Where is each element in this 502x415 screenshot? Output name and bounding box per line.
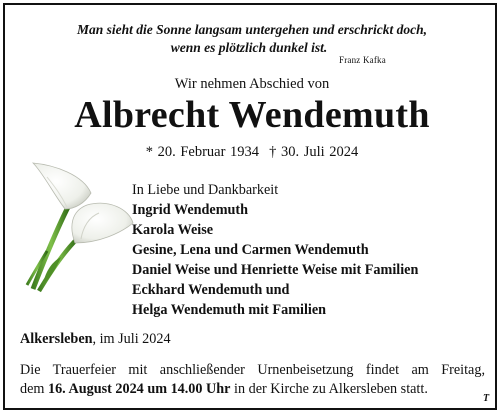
calla-lily-icon [25,153,135,293]
service-notice [20,361,485,399]
service-post: in der Kirche zu Alkersleben statt. [230,381,428,397]
mourner-name: Gesine, Lena und Carmen Wendemuth [132,242,369,258]
quote-author: Franz Kafka [339,55,386,65]
service-datetime: 16. August 2024 um 14.00 Uhr [47,381,231,397]
place-month: , im Juli 2024 [92,331,171,347]
place-town: Alkersleben [20,331,93,347]
mourners-intro: In Liebe und Dankbarkeit [132,182,279,198]
mourner-name: Eckhard Wendemuth und [132,282,290,298]
place-date [20,331,171,348]
mourner-name: Daniel Weise und Henriette Weise mit Familien [132,262,419,278]
mourner-name: Ingrid Wendemuth [132,202,249,218]
quote-line-2: wenn es plötzlich dunkel ist. [170,40,328,55]
mourners-list [132,180,418,320]
deceased-name: Albrecht Wendemuth [74,94,430,136]
death-date: † 30. Juli 2024 [269,144,359,160]
quote [5,21,499,57]
obituary-frame [3,3,497,410]
farewell-text: Wir nehmen Abschied von [174,76,330,92]
service-line-1: Die Trauerfeier mit anschließender Urnenbeisetzung findet am Freitag, [20,362,485,378]
mourner-name: Karola Weise [132,222,214,238]
publisher-mark: T [483,393,490,404]
service-pre: dem [20,381,48,397]
mourner-name: Helga Wendemuth mit Familien [132,302,327,318]
quote-line-1: Man sieht die Sonne langsam untergehen und erschrickt doch, [77,22,427,37]
birth-date: * 20. Februar 1934 [145,144,260,160]
